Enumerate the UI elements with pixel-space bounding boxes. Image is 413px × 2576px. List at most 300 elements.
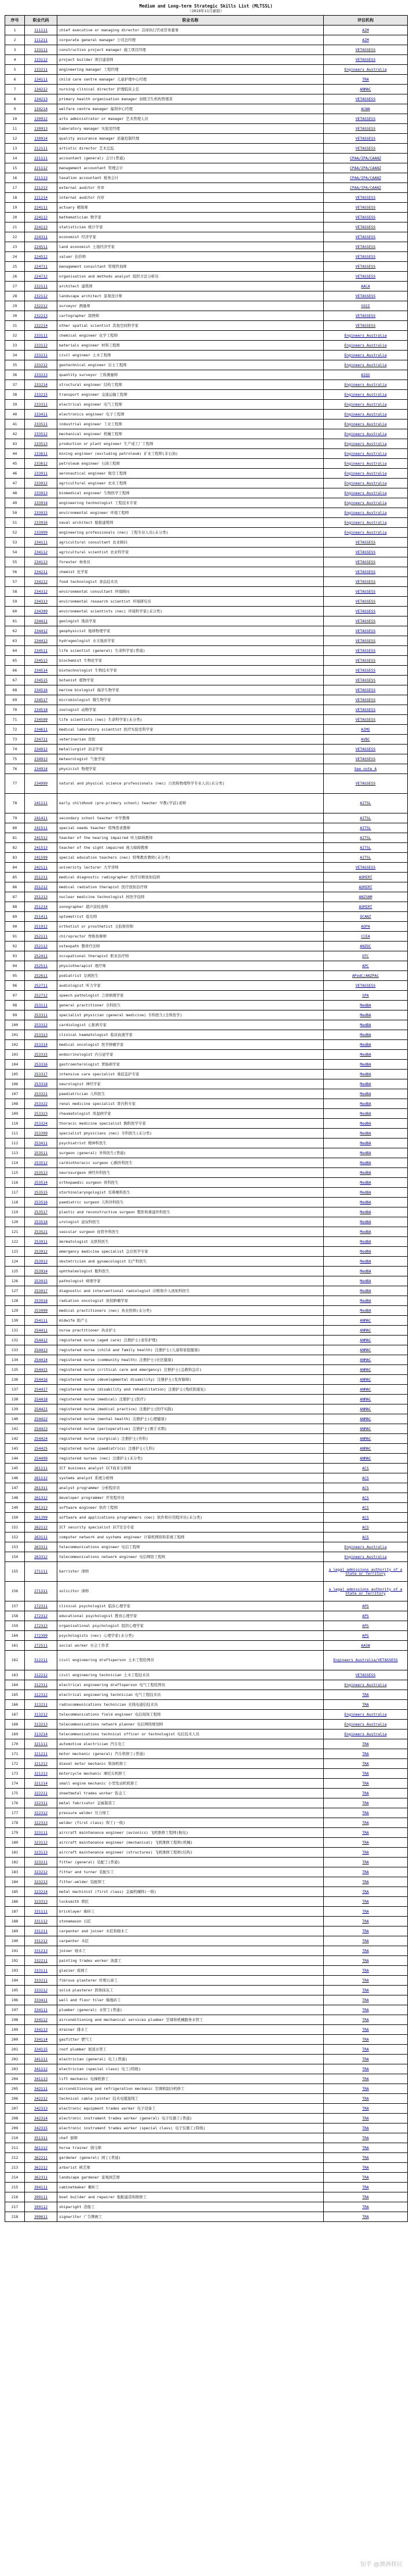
assessing-authority[interactable]: TRA	[324, 1818, 408, 1828]
occupation-code[interactable]: 221111	[25, 154, 57, 163]
assessing-authority[interactable]: MedBA	[324, 1001, 408, 1010]
assessing-authority[interactable]: VETASSESS	[324, 607, 408, 616]
occupation-code[interactable]: 254412	[25, 1336, 57, 1345]
assessing-authority[interactable]: Engineers Australia	[324, 1710, 408, 1720]
assessing-authority[interactable]: TRA	[324, 75, 408, 85]
occupation-code[interactable]: 321211	[25, 1749, 57, 1759]
occupation-code[interactable]: 234212	[25, 577, 57, 587]
assessing-authority[interactable]: Engineers Australia	[324, 390, 408, 400]
assessing-authority[interactable]: TRA	[324, 1759, 408, 1769]
occupation-code[interactable]: 252111	[25, 932, 57, 942]
assessing-authority[interactable]: VETASSESS	[324, 55, 408, 65]
assessing-authority[interactable]: VETASSESS	[324, 94, 408, 104]
occupation-code[interactable]: 253999	[25, 1306, 57, 1316]
assessing-authority[interactable]: VETASSESS	[324, 685, 408, 695]
occupation-code[interactable]: 133211	[25, 65, 57, 75]
assessing-authority[interactable]: ACS	[324, 1464, 408, 1473]
assessing-authority[interactable]: ANMAC	[324, 1355, 408, 1365]
occupation-code[interactable]: 254421	[25, 1404, 57, 1414]
assessing-authority[interactable]: TRA	[324, 1789, 408, 1798]
occupation-code[interactable]: 312312	[25, 1690, 57, 1700]
occupation-code[interactable]: 253511	[25, 1148, 57, 1158]
occupation-code[interactable]: 333212	[25, 1986, 57, 1995]
assessing-authority[interactable]: AITSL	[324, 853, 408, 863]
assessing-authority[interactable]: MedBA	[324, 1129, 408, 1139]
assessing-authority[interactable]: AITSL	[324, 843, 408, 853]
occupation-code[interactable]: 399611	[25, 2212, 57, 2222]
occupation-code[interactable]: 133111	[25, 45, 57, 55]
occupation-code[interactable]: 342212	[25, 2094, 57, 2104]
assessing-authority[interactable]: ANZOC	[324, 942, 408, 951]
occupation-code[interactable]: 233511	[25, 419, 57, 429]
assessing-authority[interactable]: VETASSESS	[324, 232, 408, 242]
assessing-authority[interactable]: VETASSESS	[324, 981, 408, 991]
assessing-authority[interactable]: TRA	[324, 1798, 408, 1808]
occupation-code[interactable]: 134213	[25, 94, 57, 104]
occupation-code[interactable]: 254111	[25, 1316, 57, 1326]
occupation-code[interactable]: 313214	[25, 1730, 57, 1739]
assessing-authority[interactable]: MedBA	[324, 1139, 408, 1148]
assessing-authority[interactable]: ANMAC	[324, 1444, 408, 1454]
assessing-authority[interactable]: AIM	[324, 35, 408, 45]
occupation-code[interactable]: 312212	[25, 1670, 57, 1680]
occupation-code[interactable]: 322312	[25, 1808, 57, 1818]
occupation-code[interactable]: 251213	[25, 892, 57, 902]
occupation-code[interactable]: 254425	[25, 1444, 57, 1454]
occupation-code[interactable]: 252712	[25, 991, 57, 1001]
occupation-code[interactable]: 253518	[25, 1217, 57, 1227]
occupation-code[interactable]: 139913	[25, 124, 57, 134]
occupation-code[interactable]: 234113	[25, 557, 57, 567]
assessing-authority[interactable]: ACS	[324, 1483, 408, 1493]
occupation-code[interactable]: 251212	[25, 882, 57, 892]
occupation-code[interactable]: 241513	[25, 843, 57, 853]
assessing-authority[interactable]: ACS	[324, 1503, 408, 1513]
occupation-code[interactable]: 234913	[25, 754, 57, 764]
occupation-code[interactable]: 234411	[25, 616, 57, 626]
occupation-code[interactable]: 323213	[25, 1877, 57, 1887]
occupation-code[interactable]: 251912	[25, 922, 57, 932]
assessing-authority[interactable]: Engineers Australia	[324, 459, 408, 469]
assessing-authority[interactable]: VETASSESS	[324, 242, 408, 252]
assessing-authority[interactable]: MedBA	[324, 1207, 408, 1217]
assessing-authority[interactable]: Engineers Australia	[324, 429, 408, 439]
occupation-code[interactable]: 254416	[25, 1375, 57, 1385]
assessing-authority[interactable]: AITSL	[324, 833, 408, 843]
occupation-code[interactable]: 333411	[25, 1995, 57, 2005]
occupation-code[interactable]: 111211	[25, 35, 57, 45]
occupation-code[interactable]: 323112	[25, 1838, 57, 1848]
occupation-code[interactable]: 134212	[25, 85, 57, 94]
occupation-code[interactable]: 361112	[25, 2143, 57, 2153]
occupation-code[interactable]: 253111	[25, 1001, 57, 1010]
occupation-code[interactable]: 224712	[25, 272, 57, 282]
assessing-authority[interactable]: APC	[324, 961, 408, 971]
assessing-authority[interactable]: TRA	[324, 2192, 408, 2202]
assessing-authority[interactable]: Engineers Australia	[324, 419, 408, 429]
occupation-code[interactable]: 323214	[25, 1887, 57, 1897]
occupation-code[interactable]: 334115	[25, 2045, 57, 2055]
assessing-authority[interactable]: AITSL	[324, 794, 408, 813]
assessing-authority[interactable]: MedBA	[324, 1188, 408, 1198]
occupation-code[interactable]: 261312	[25, 1493, 57, 1503]
assessing-authority[interactable]: MedBA	[324, 1267, 408, 1276]
occupation-code[interactable]: 234599	[25, 715, 57, 725]
occupation-code[interactable]: 224512	[25, 252, 57, 262]
occupation-code[interactable]: 254424	[25, 1434, 57, 1444]
occupation-code[interactable]: 261399	[25, 1513, 57, 1523]
assessing-authority[interactable]: TRA	[324, 2055, 408, 2064]
assessing-authority[interactable]: TRA	[324, 1986, 408, 1995]
assessing-authority[interactable]: Engineers Australia	[324, 469, 408, 479]
occupation-code[interactable]: 234515	[25, 676, 57, 685]
assessing-authority[interactable]: MedBA	[324, 1089, 408, 1099]
assessing-authority[interactable]: VETASSESS	[324, 538, 408, 548]
assessing-authority[interactable]: TRA	[324, 2133, 408, 2143]
assessing-authority[interactable]: TRA	[324, 1739, 408, 1749]
assessing-authority[interactable]: MedBA	[324, 1276, 408, 1286]
occupation-code[interactable]: 331112	[25, 1917, 57, 1926]
occupation-code[interactable]: 232212	[25, 301, 57, 311]
occupation-code[interactable]: 234999	[25, 774, 57, 794]
assessing-authority[interactable]: VETASSESS	[324, 695, 408, 705]
assessing-authority[interactable]: MedBA	[324, 1158, 408, 1168]
assessing-authority[interactable]: AITSL	[324, 823, 408, 833]
assessing-authority[interactable]: Engineers Australia	[324, 518, 408, 528]
occupation-code[interactable]: 322211	[25, 1789, 57, 1798]
occupation-code[interactable]: 221112	[25, 163, 57, 173]
assessing-authority[interactable]: MedBA	[324, 1247, 408, 1257]
assessing-authority[interactable]: TRA	[324, 2094, 408, 2104]
assessing-authority[interactable]: TRA	[324, 1858, 408, 1867]
assessing-authority[interactable]: TRA	[324, 1956, 408, 1966]
occupation-code[interactable]: 362212	[25, 2163, 57, 2173]
occupation-code[interactable]: 232213	[25, 311, 57, 321]
assessing-authority[interactable]: VETASSESS	[324, 597, 408, 607]
occupation-code[interactable]: 331212	[25, 1936, 57, 1946]
occupation-code[interactable]: 263111	[25, 1533, 57, 1542]
assessing-authority[interactable]: OTC	[324, 951, 408, 961]
occupation-code[interactable]: 323212	[25, 1867, 57, 1877]
assessing-authority[interactable]: TRA	[324, 2114, 408, 2123]
occupation-code[interactable]: 234399	[25, 607, 57, 616]
occupation-code[interactable]: 321214	[25, 1779, 57, 1789]
assessing-authority[interactable]: VETASSESS	[324, 114, 408, 124]
occupation-code[interactable]: 253521	[25, 1227, 57, 1237]
assessing-authority[interactable]: See note A	[324, 764, 408, 774]
assessing-authority[interactable]: VETASSESS	[324, 616, 408, 626]
assessing-authority[interactable]: TRA	[324, 2143, 408, 2153]
assessing-authority[interactable]: MedBA	[324, 1178, 408, 1188]
occupation-code[interactable]: 233512	[25, 429, 57, 439]
assessing-authority[interactable]: ANMAC	[324, 1365, 408, 1375]
assessing-authority[interactable]: ANMAC	[324, 1326, 408, 1336]
occupation-code[interactable]: 234511	[25, 646, 57, 656]
occupation-code[interactable]: 334113	[25, 2025, 57, 2035]
occupation-code[interactable]: 253516	[25, 1198, 57, 1207]
assessing-authority[interactable]: TRA	[324, 2212, 408, 2222]
occupation-code[interactable]: 253411	[25, 1139, 57, 1148]
occupation-code[interactable]: 362311	[25, 2173, 57, 2183]
occupation-code[interactable]: 233612	[25, 459, 57, 469]
occupation-code[interactable]: 253314	[25, 1040, 57, 1050]
occupation-code[interactable]: 233912	[25, 479, 57, 488]
occupation-code[interactable]: 252611	[25, 971, 57, 981]
occupation-code[interactable]: 261112	[25, 1473, 57, 1483]
occupation-code[interactable]: 253322	[25, 1099, 57, 1109]
occupation-code[interactable]: 241111	[25, 794, 57, 813]
assessing-authority[interactable]: TRA	[324, 1936, 408, 1946]
assessing-authority[interactable]: MedBA	[324, 1099, 408, 1109]
occupation-code[interactable]: 253512	[25, 1158, 57, 1168]
occupation-code[interactable]: 261313	[25, 1503, 57, 1513]
assessing-authority[interactable]: VETASSESS	[324, 646, 408, 656]
assessing-authority[interactable]: MedBA	[324, 1079, 408, 1089]
assessing-authority[interactable]: TRA	[324, 1995, 408, 2005]
assessing-authority[interactable]: VETASSESS	[324, 705, 408, 715]
assessing-authority[interactable]: Engineers Australia/VETASSESS	[324, 1651, 408, 1670]
occupation-code[interactable]: 233999	[25, 528, 57, 538]
occupation-code[interactable]: 254422	[25, 1414, 57, 1424]
occupation-code[interactable]: 133112	[25, 55, 57, 65]
assessing-authority[interactable]: VETASSESS	[324, 321, 408, 331]
assessing-authority[interactable]: VETASSESS	[324, 557, 408, 567]
occupation-code[interactable]: 233911	[25, 469, 57, 479]
assessing-authority[interactable]: TRA	[324, 2202, 408, 2212]
assessing-authority[interactable]: SSSI	[324, 301, 408, 311]
occupation-code[interactable]: 313211	[25, 1700, 57, 1710]
occupation-code[interactable]: 272311	[25, 1601, 57, 1611]
occupation-code[interactable]: 253313	[25, 1030, 57, 1040]
occupation-code[interactable]: 253311	[25, 1010, 57, 1020]
assessing-authority[interactable]: MedBA	[324, 1296, 408, 1306]
assessing-authority[interactable]: TRA	[324, 2074, 408, 2084]
assessing-authority[interactable]: TRA	[324, 2153, 408, 2163]
occupation-code[interactable]: 134214	[25, 104, 57, 114]
occupation-code[interactable]: 252411	[25, 951, 57, 961]
assessing-authority[interactable]: a legal admissions authority of a State or Territory	[324, 1582, 408, 1601]
occupation-code[interactable]: 272312	[25, 1611, 57, 1621]
assessing-authority[interactable]: Engineers Australia	[324, 1680, 408, 1690]
assessing-authority[interactable]: TRA	[324, 2005, 408, 2015]
occupation-code[interactable]: 233311	[25, 400, 57, 410]
occupation-code[interactable]: 224711	[25, 262, 57, 272]
occupation-code[interactable]: 253913	[25, 1257, 57, 1267]
assessing-authority[interactable]: APS	[324, 1621, 408, 1631]
occupation-code[interactable]: 234611	[25, 725, 57, 735]
occupation-code[interactable]: 399111	[25, 2192, 57, 2202]
assessing-authority[interactable]: AOPA	[324, 922, 408, 932]
occupation-code[interactable]: 253515	[25, 1188, 57, 1198]
assessing-authority[interactable]: VETASSESS	[324, 203, 408, 213]
assessing-authority[interactable]: SPA	[324, 991, 408, 1001]
occupation-code[interactable]: 253399	[25, 1129, 57, 1139]
occupation-code[interactable]: 321213	[25, 1769, 57, 1779]
occupation-code[interactable]: 321212	[25, 1759, 57, 1769]
occupation-code[interactable]: 224112	[25, 213, 57, 222]
occupation-code[interactable]: 232111	[25, 282, 57, 291]
occupation-code[interactable]: 233214	[25, 380, 57, 390]
assessing-authority[interactable]: Engineers Australia	[324, 341, 408, 351]
occupation-code[interactable]: 253918	[25, 1296, 57, 1306]
assessing-authority[interactable]: Engineers Australia	[324, 351, 408, 360]
assessing-authority[interactable]: ANMAC	[324, 1424, 408, 1434]
assessing-authority[interactable]: MedBA	[324, 1020, 408, 1030]
assessing-authority[interactable]: CPAA/IPA/CAANZ	[324, 183, 408, 193]
assessing-authority[interactable]: ANMAC	[324, 1434, 408, 1444]
assessing-authority[interactable]: VETASSESS	[324, 1670, 408, 1680]
assessing-authority[interactable]: ANMAC	[324, 1404, 408, 1414]
occupation-code[interactable]: 232214	[25, 321, 57, 331]
assessing-authority[interactable]: MedBA	[324, 1010, 408, 1020]
assessing-authority[interactable]: AVBC	[324, 735, 408, 745]
occupation-code[interactable]: 312211	[25, 1651, 57, 1670]
assessing-authority[interactable]: TRA	[324, 2084, 408, 2094]
occupation-code[interactable]: 313213	[25, 1720, 57, 1730]
assessing-authority[interactable]: AIMS	[324, 725, 408, 735]
assessing-authority[interactable]: Engineers Australia	[324, 449, 408, 459]
occupation-code[interactable]: 234412	[25, 626, 57, 636]
assessing-authority[interactable]: TRA	[324, 1808, 408, 1818]
occupation-code[interactable]: 233611	[25, 449, 57, 459]
occupation-code[interactable]: 351311	[25, 2133, 57, 2143]
occupation-code[interactable]: 362211	[25, 2153, 57, 2163]
assessing-authority[interactable]: APS	[324, 1611, 408, 1621]
assessing-authority[interactable]: ANMAC	[324, 1385, 408, 1395]
occupation-code[interactable]: 253321	[25, 1089, 57, 1099]
occupation-code[interactable]: 323211	[25, 1858, 57, 1867]
occupation-code[interactable]: 253317	[25, 1070, 57, 1079]
occupation-code[interactable]: 399112	[25, 2202, 57, 2212]
occupation-code[interactable]: 234711	[25, 735, 57, 745]
assessing-authority[interactable]: MedBA	[324, 1060, 408, 1070]
assessing-authority[interactable]: TRA	[324, 1976, 408, 1986]
occupation-code[interactable]: 241599	[25, 853, 57, 863]
occupation-code[interactable]: 212111	[25, 144, 57, 154]
occupation-code[interactable]: 321111	[25, 1739, 57, 1749]
occupation-code[interactable]: 241512	[25, 833, 57, 843]
assessing-authority[interactable]: VETASSESS	[324, 311, 408, 321]
assessing-authority[interactable]: MedBA	[324, 1286, 408, 1296]
assessing-authority[interactable]: VETASSESS	[324, 577, 408, 587]
occupation-code[interactable]: 224511	[25, 242, 57, 252]
assessing-authority[interactable]: VETASSESS	[324, 272, 408, 282]
occupation-code[interactable]: 111111	[25, 25, 57, 35]
assessing-authority[interactable]: TRA	[324, 2064, 408, 2074]
assessing-authority[interactable]: TRA	[324, 2045, 408, 2055]
occupation-code[interactable]: 253517	[25, 1207, 57, 1217]
assessing-authority[interactable]: TRA	[324, 1867, 408, 1877]
assessing-authority[interactable]: VETASSESS	[324, 587, 408, 597]
occupation-code[interactable]: 233212	[25, 360, 57, 370]
assessing-authority[interactable]: TRA	[324, 1966, 408, 1976]
occupation-code[interactable]: 253514	[25, 1178, 57, 1188]
occupation-code[interactable]: 253312	[25, 1020, 57, 1030]
assessing-authority[interactable]: OCANZ	[324, 912, 408, 922]
assessing-authority[interactable]: Engineers Australia	[324, 1552, 408, 1562]
occupation-code[interactable]: 253315	[25, 1050, 57, 1060]
assessing-authority[interactable]: VETASSESS	[324, 144, 408, 154]
occupation-code[interactable]: 253914	[25, 1267, 57, 1276]
assessing-authority[interactable]: MedBA	[324, 1168, 408, 1178]
occupation-code[interactable]: 234517	[25, 695, 57, 705]
assessing-authority[interactable]: ANMAC	[324, 1414, 408, 1424]
assessing-authority[interactable]: VETASSESS	[324, 754, 408, 764]
occupation-code[interactable]: 221113	[25, 173, 57, 183]
occupation-code[interactable]: 253911	[25, 1237, 57, 1247]
occupation-code[interactable]: 233112	[25, 341, 57, 351]
assessing-authority[interactable]: ANMAC	[324, 1454, 408, 1464]
assessing-authority[interactable]: TRA	[324, 2104, 408, 2114]
assessing-authority[interactable]: MedBA	[324, 1257, 408, 1267]
assessing-authority[interactable]: MedBA	[324, 1306, 408, 1316]
assessing-authority[interactable]: Engineers Australia	[324, 479, 408, 488]
assessing-authority[interactable]: VETASSESS	[324, 676, 408, 685]
occupation-code[interactable]: 261111	[25, 1464, 57, 1473]
occupation-code[interactable]: 233213	[25, 370, 57, 380]
assessing-authority[interactable]: ANMAC	[324, 1395, 408, 1404]
assessing-authority[interactable]: ANZSNM	[324, 892, 408, 902]
assessing-authority[interactable]: AIM	[324, 25, 408, 35]
assessing-authority[interactable]: ACS	[324, 1523, 408, 1533]
assessing-authority[interactable]: Engineers Australia	[324, 439, 408, 449]
assessing-authority[interactable]: VETASSESS	[324, 222, 408, 232]
assessing-authority[interactable]: ASMIRT	[324, 882, 408, 892]
occupation-code[interactable]: 233513	[25, 439, 57, 449]
assessing-authority[interactable]: Engineers Australia	[324, 410, 408, 419]
occupation-code[interactable]: 234313	[25, 597, 57, 607]
assessing-authority[interactable]: TRA	[324, 2025, 408, 2035]
assessing-authority[interactable]: ANMAC	[324, 1336, 408, 1345]
assessing-authority[interactable]: Engineers Australia	[324, 488, 408, 498]
assessing-authority[interactable]: ACS	[324, 1493, 408, 1503]
assessing-authority[interactable]: TRA	[324, 1828, 408, 1838]
occupation-code[interactable]: 272313	[25, 1621, 57, 1631]
occupation-code[interactable]: 234413	[25, 636, 57, 646]
occupation-code[interactable]: 253318	[25, 1079, 57, 1089]
assessing-authority[interactable]: ASMIRT	[324, 873, 408, 882]
assessing-authority[interactable]: TRA	[324, 1946, 408, 1956]
occupation-code[interactable]: 253513	[25, 1168, 57, 1178]
occupation-code[interactable]: 322311	[25, 1798, 57, 1808]
occupation-code[interactable]: 252112	[25, 942, 57, 951]
assessing-authority[interactable]: VETASSESS	[324, 745, 408, 754]
assessing-authority[interactable]: AASW	[324, 1641, 408, 1651]
assessing-authority[interactable]: Engineers Australia	[324, 528, 408, 538]
occupation-code[interactable]: 254499	[25, 1454, 57, 1464]
assessing-authority[interactable]: TRA	[324, 2015, 408, 2025]
assessing-authority[interactable]: TRA	[324, 1907, 408, 1917]
assessing-authority[interactable]: Engineers Australia	[324, 331, 408, 341]
occupation-code[interactable]: 342111	[25, 2084, 57, 2094]
occupation-code[interactable]: 323111	[25, 1828, 57, 1838]
assessing-authority[interactable]: ASMIRT	[324, 902, 408, 912]
assessing-authority[interactable]: VETASSESS	[324, 548, 408, 557]
occupation-code[interactable]: 261311	[25, 1483, 57, 1493]
assessing-authority[interactable]: ANMAC	[324, 1316, 408, 1326]
assessing-authority[interactable]: AIQS	[324, 370, 408, 380]
assessing-authority[interactable]: ANMAC	[324, 1345, 408, 1355]
assessing-authority[interactable]: APodC/ANZPAC	[324, 971, 408, 981]
occupation-code[interactable]: 331111	[25, 1907, 57, 1917]
occupation-code[interactable]: 233914	[25, 498, 57, 508]
assessing-authority[interactable]: MedBA	[324, 1237, 408, 1247]
assessing-authority[interactable]: VETASSESS	[324, 124, 408, 134]
assessing-authority[interactable]: TRA	[324, 1917, 408, 1926]
assessing-authority[interactable]: TRA	[324, 2173, 408, 2183]
assessing-authority[interactable]: MedBA	[324, 1148, 408, 1158]
assessing-authority[interactable]: VETASSESS	[324, 666, 408, 676]
